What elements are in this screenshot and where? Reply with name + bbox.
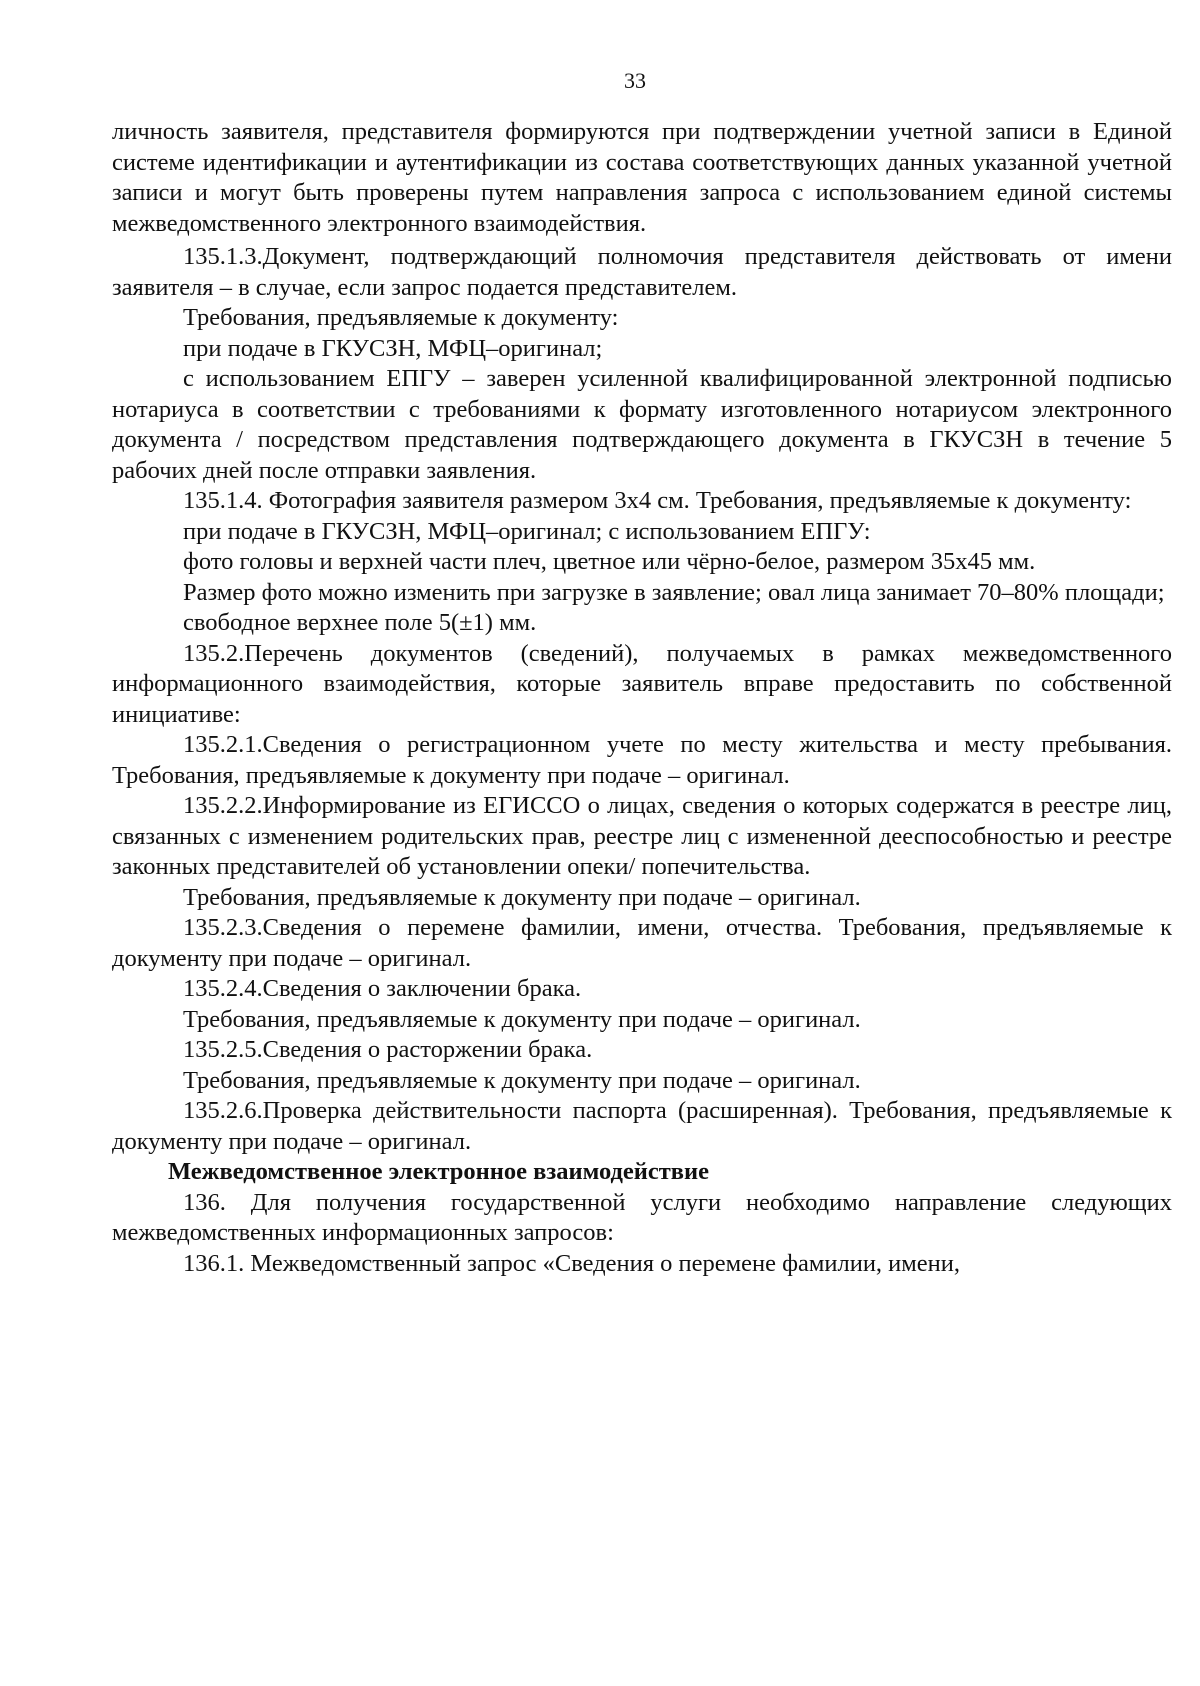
paragraph-135-2-4: 135.2.4.Сведения о заключении брака. xyxy=(183,975,582,1002)
paragraph-photo-margin: свободное верхнее поле 5(±1) мм. xyxy=(183,609,537,636)
paragraph-136: 136. Для получения государственной услуги необходимо направление следующих межведомственных информационных запросов: xyxy=(112,1188,1172,1246)
paragraph-135-1-3: 135.1.3.Документ, подтверждающий полномочия представителя действовать от имени заявителя – в случае, если запрос подается представителем. xyxy=(112,243,1172,301)
section-heading: Межведомственное электронное взаимодействие xyxy=(168,1158,710,1185)
paragraph-applicant-identity: личность заявителя, представителя формируются при подтверждении учетной записи в Единой системе идентификации и аутентификации из состава соответствующих данных указанной учетной записи и могут быть проверены путем направления запроса с использованием единой системы межведомственного электронного взаимодействия. xyxy=(112,118,1172,237)
paragraph-135-2: 135.2.Перечень документов (сведений), получаемых в рамках межведомственного информационного взаимодействия, которые заявитель вправе предоставить по собственной инициативе: xyxy=(112,639,1172,728)
paragraph-requirements-original-3: Требования, предъявляемые к документу при подаче – оригинал. xyxy=(183,1066,861,1094)
paragraph-135-2-6: 135.2.6.Проверка действительности паспорта (расширенная). Требования, предъявляемые к документу при подаче – оригинал. xyxy=(112,1097,1172,1155)
paragraph-requirements-original-1: Требования, предъявляемые к документу при подаче – оригинал. xyxy=(183,883,861,911)
paragraph-135-2-3: 135.2.3.Сведения о перемене фамилии, имени, отчества. Требования, предъявляемые к документу при подаче – оригинал. xyxy=(112,914,1172,972)
paragraph-epgu-signature: с использованием ЕПГУ – заверен усиленной квалифицированной электронной подписью нотариуса в соответствии с требованиями к формату изготовленного нотариусом электронного документа / посредством представления подтверждающего документа в ГКУСЗН в течение 5 рабочих дней после отправки заявления. xyxy=(112,365,1172,484)
paragraph-136-1: 136.1. Межведомственный запрос «Сведения о перемене фамилии, имени, xyxy=(183,1249,961,1277)
page-number: 33 xyxy=(624,68,646,93)
document-body xyxy=(112,117,1172,1279)
paragraph-photo-submission: при подаче в ГКУСЗН, МФЦ–оригинал; с использованием ЕПГУ: xyxy=(183,517,871,545)
paragraph-135-2-5: 135.2.5.Сведения о расторжении брака. xyxy=(183,1036,593,1063)
paragraph-photo-size: Размер фото можно изменить при загрузке в заявление; овал лица занимает 70–80% площади; xyxy=(183,578,1165,606)
paragraph-135-2-2: 135.2.2.Информирование из ЕГИССО о лицах, сведения о которых содержатся в реестре лиц, связанных с изменением родительских прав, реестре лиц с измененной дееспособностью и реестре законных представителей об установлении опеки/ попечительства. xyxy=(112,792,1172,880)
paragraph-requirements: Требования, предъявляемые к документу: xyxy=(183,304,619,331)
paragraph-requirements-original-2: Требования, предъявляемые к документу при подаче – оригинал. xyxy=(183,1005,861,1033)
paragraph-135-2-1: 135.2.1.Сведения о регистрационном учете по месту жительства и месту пребывания. Требования, предъявляемые к документу при подаче – оригинал. xyxy=(112,731,1172,789)
paragraph-photo-format: фото головы и верхней части плеч, цветное или чёрно-белое, размером 35х45 мм. xyxy=(183,548,1036,575)
paragraph-submission-original: при подаче в ГКУСЗН, МФЦ–оригинал; xyxy=(183,334,603,362)
paragraph-135-1-4: 135.1.4. Фотография заявителя размером 3х4 см. Требования, предъявляемые к документу: xyxy=(183,487,1132,514)
